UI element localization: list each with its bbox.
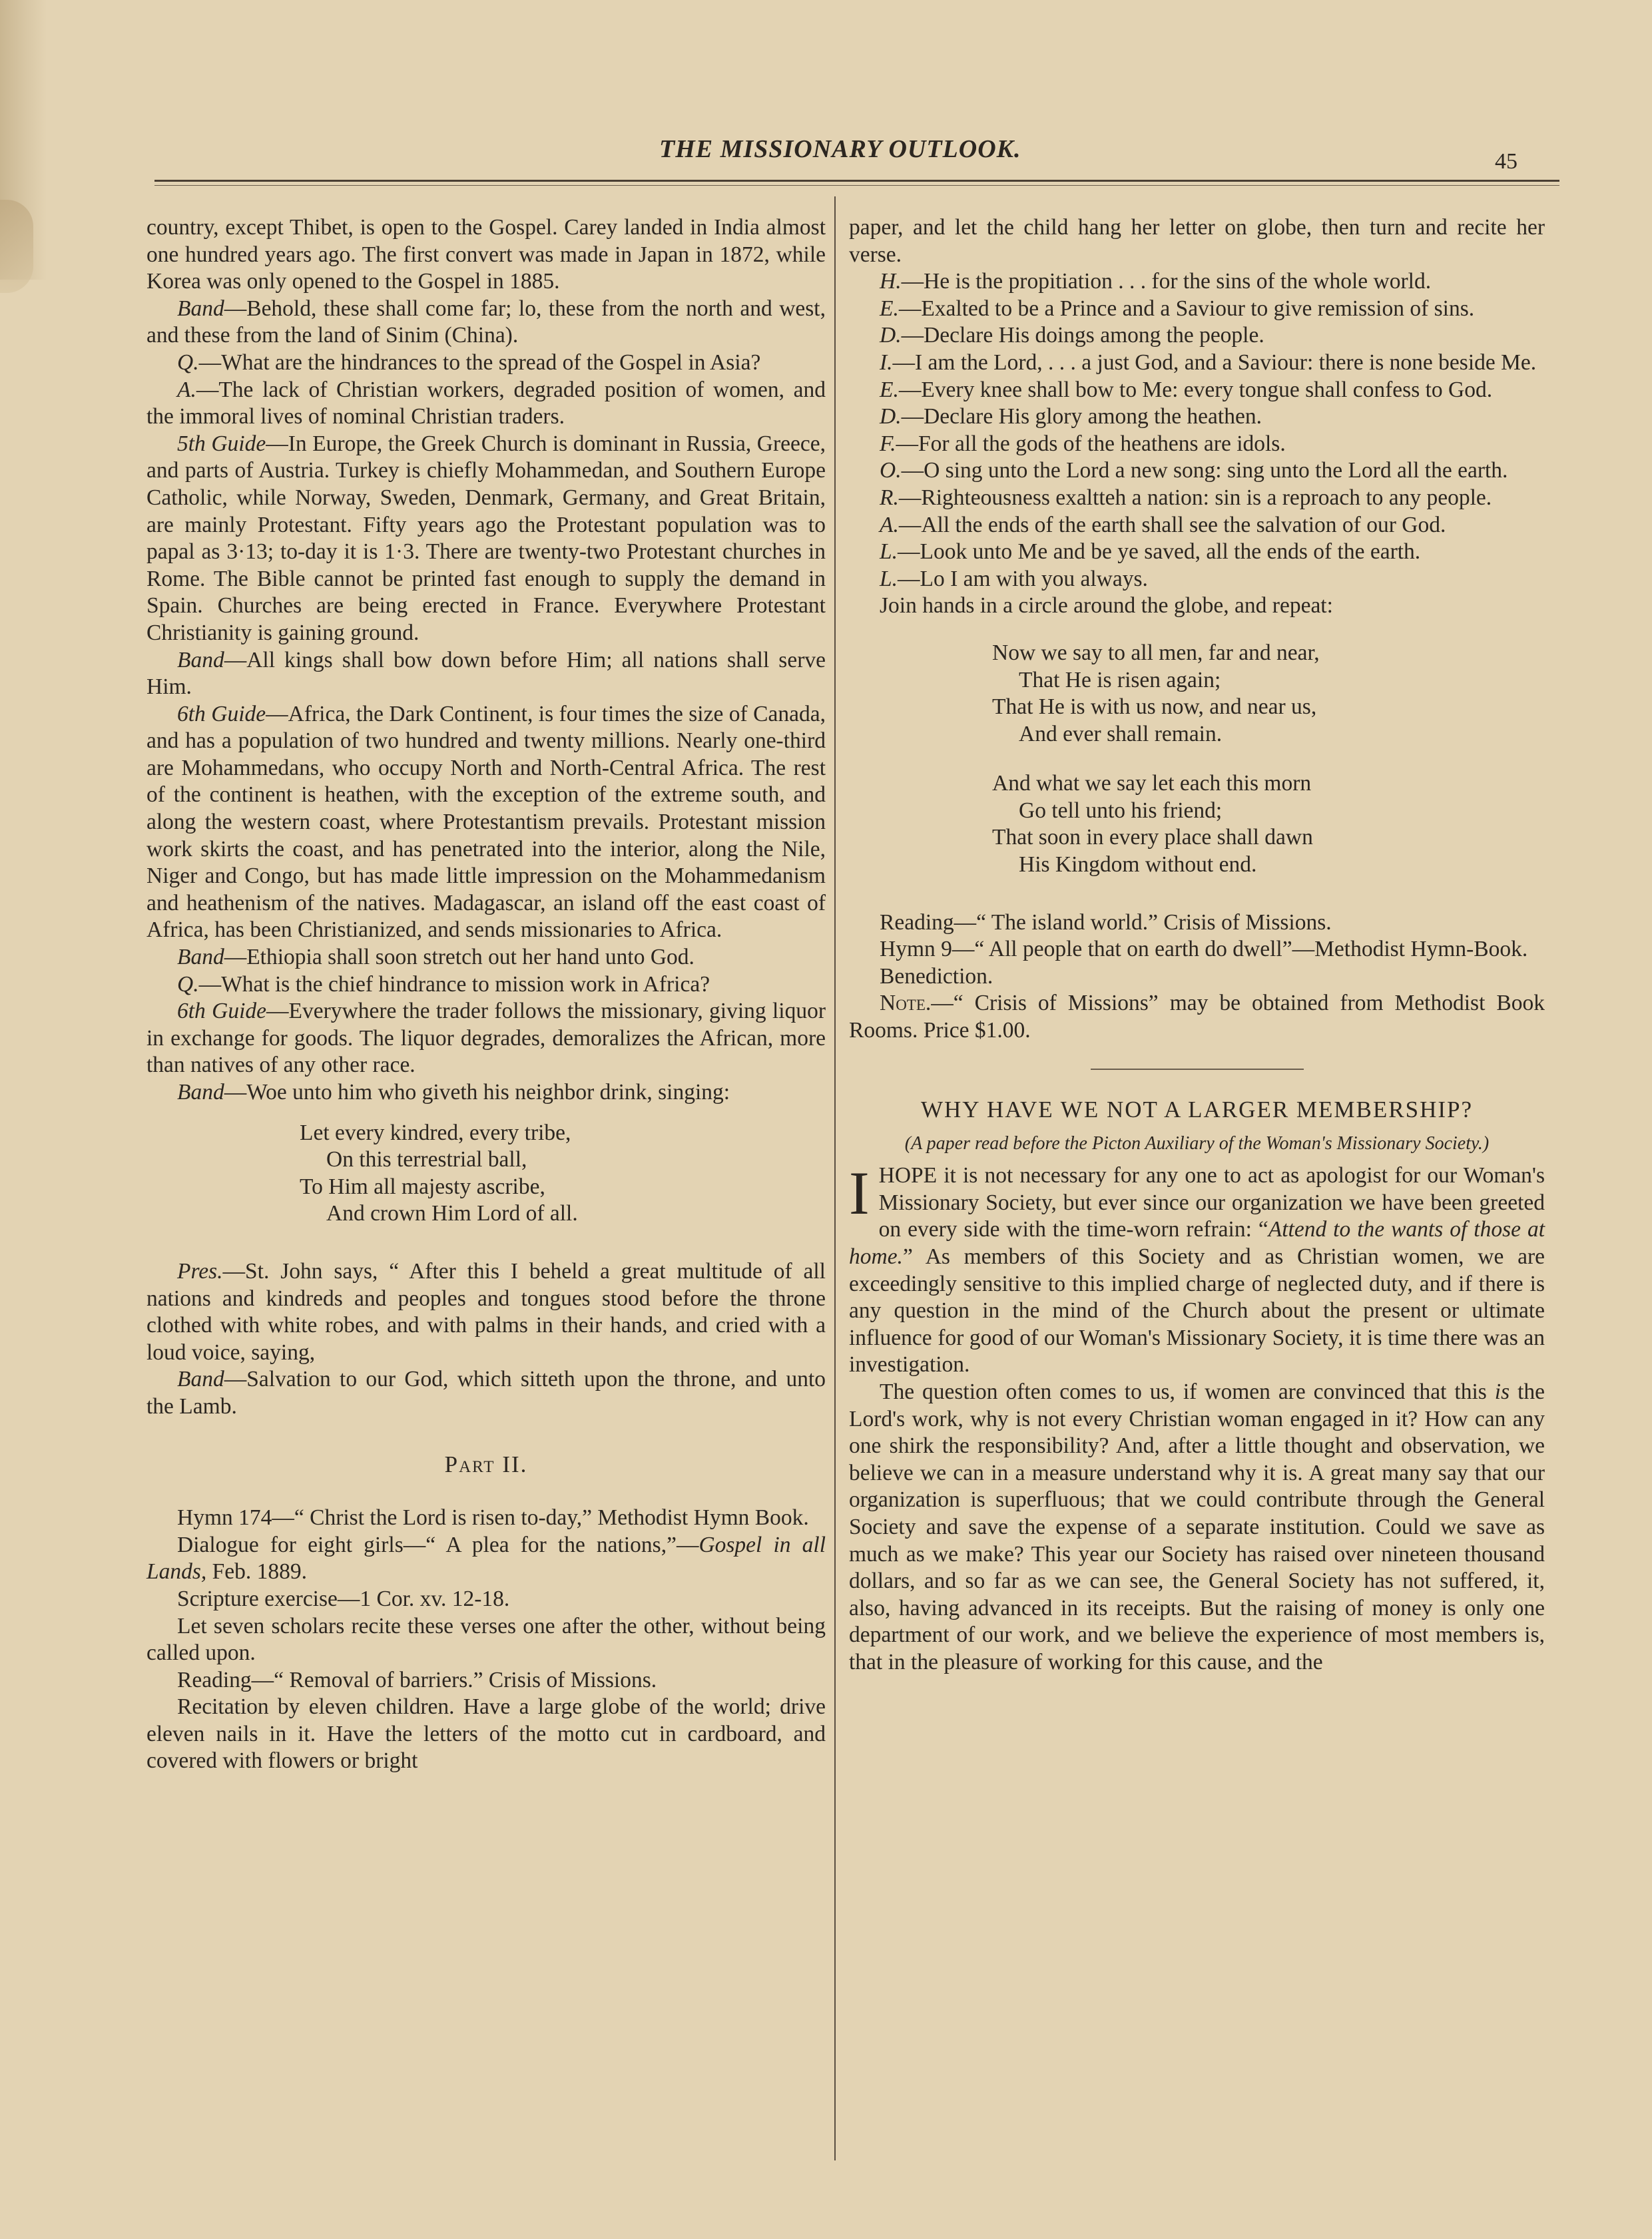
page-fold (0, 200, 33, 293)
verse-line: That soon in every place shall dawn (992, 825, 1313, 850)
paragraph: Recitation by eleven children. Have a large globe of the world; drive eleven nails in it. Have the letters of the motto cut in cardboard, and covered with flowers or bright (146, 1694, 826, 1774)
article-paragraph: The question often comes to us, if women are convinced that this is the Lord's work, why is not every Christian woman engaged in it? How can any one shirk the responsibility? And, after a little thought and observation, we believe we can in a measure understand why it is. A great many say that our organization is superfluous; that we could contribute through the General Society and save the expense of a separate institution. Could we save as much as we make? This year our Society has raised over nineteen thousand dollars, and so far as we can see, the General Society has not suffered, it, also, having advanced in its receipts. But the raising of money is only one department of our work, and we believe the experience of most members is, that in the pleasure of working for this cause, and the (849, 1379, 1545, 1674)
verse-line: That He is with us now, and near us, (992, 694, 1317, 720)
verse-line: And ever shall remain. (1019, 721, 1223, 746)
paragraph: Reading—“ Removal of barriers.” Crisis of Missions. (177, 1667, 657, 1692)
exercise-line: O.—O sing unto the Lord a new song: sing unto the Lord all the earth. (880, 458, 1508, 483)
letter-label: F. (880, 431, 896, 456)
exercise-line: R.—Righteousness exaltteh a nation: sin is a reproach to any people. (880, 485, 1492, 510)
letter-label: H. (880, 269, 902, 294)
page-number: 45 (1495, 149, 1517, 174)
paragraph: Band—Behold, these shall come far; lo, these from the north and west, and these from the land of Sinim (China). (146, 296, 826, 348)
speaker-label: Band (177, 945, 224, 970)
speaker-label: 5th Guide (177, 431, 266, 456)
verse-line: And what we say let each this morn (992, 771, 1312, 796)
verse-stanza (849, 770, 1545, 878)
letter-label: I. (880, 350, 893, 375)
running-header-title: THE MISSIONARY OUTLOOK. (659, 135, 1021, 163)
speaker-label: 6th Guide (177, 701, 266, 726)
speaker-label: Band (177, 1367, 224, 1392)
exercise-line: F.—For all the gods of the heathens are idols. (880, 431, 1286, 456)
paragraph: Band—Ethiopia shall soon stretch out her hand unto God. (177, 945, 694, 970)
exercise-line: D.—Declare His doings among the people. (880, 323, 1264, 348)
speaker-label: Pres. (177, 1258, 223, 1284)
exercise-line: A.—All the ends of the earth shall see the salvation of our God. (880, 512, 1446, 537)
speaker-label: Q. (177, 971, 199, 997)
exercise-line: I.—I am the Lord, . . . a just God, and a Saviour: there is none beside Me. (880, 350, 1537, 375)
exercise-line: L.—Lo I am with you always. (880, 566, 1148, 591)
verse-line: Go tell unto his friend; (1019, 798, 1223, 823)
paragraph: Join hands in a circle around the globe, and repeat: (880, 593, 1333, 619)
article-paragraph: IHOPE it is not necessary for any one to act as apologist for our Woman's Missionary Society, but ever since our organization we have been greeted on every side with the time-worn refrain: “Attend to the wants of those at home.” As members of this Society and as Christian women, we are exceedingly sensitive to this implied charge of neglected duty, and if there is any question in the mind of the Church about the present or ultimate influence for good of our Woman's Missionary Society, it is time there was an investigation. (849, 1159, 1545, 1377)
right-column (849, 214, 1545, 1676)
verse-line: Let every kindred, every tribe, (300, 1120, 571, 1145)
note-label: Note. (880, 991, 932, 1016)
letter-label: E. (880, 296, 899, 321)
paragraph: Band—Woe unto him who giveth his neighbor drink, singing: (177, 1080, 730, 1105)
exercise-line: E.—Every knee shall bow to Me: every tongue shall confess to God. (880, 377, 1493, 402)
verse-stanza (146, 1120, 826, 1228)
exercise-line: L.—Look unto Me and be ye saved, all the ends of the earth. (880, 539, 1421, 565)
verse-line: That He is risen again; (1019, 667, 1221, 692)
verse-line: His Kingdom without end. (1019, 852, 1257, 877)
drop-cap: I (849, 1159, 870, 1228)
header-rule (154, 180, 1559, 182)
article-subtitle: (A paper read before the Picton Auxiliary of the Woman's Missionary Society.) (904, 1133, 1490, 1154)
column-divider (834, 196, 836, 2160)
verse-line: Now we say to all men, far and near, (992, 640, 1320, 665)
paragraph: Band—All kings shall bow down before Him; all nations shall serve Him. (146, 647, 826, 700)
paragraph: Scripture exercise—1 Cor. xv. 12-18. (177, 1586, 510, 1611)
letter-label: D. (880, 323, 902, 348)
paragraph: Hymn 9—“ All people that on earth do dwell”—Methodist Hymn-Book. (880, 937, 1528, 962)
section-rule (1091, 1069, 1304, 1070)
paragraph: country, except Thibet, is open to the Gospel. Carey landed in India almost one hundred years ago. The first convert was made in Japan in 1872, while Korea was only opened to the Gospel in 1885. (146, 215, 826, 294)
speaker-label: Band (177, 647, 224, 672)
verse-line: On this terrestrial ball, (326, 1147, 527, 1172)
paragraph: Pres.—St. John says, “ After this I beheld a great multitude of all nations and kindreds and peoples and tongues stood before the throne clothed with white robes, and with palms in their hands, and cried with a loud voice, saying, (146, 1258, 826, 1365)
paragraph: Benediction. (880, 963, 993, 989)
speaker-label: Band (177, 296, 224, 321)
letter-label: L. (880, 539, 898, 565)
part-heading: Part II. (444, 1451, 528, 1477)
exercise-line: H.—He is the propitiation . . . for the sins of the whole world. (880, 269, 1432, 294)
speaker-label: A. (177, 377, 196, 402)
letter-label: A. (880, 512, 899, 537)
paragraph: Q.—What is the chief hindrance to mission work in Africa? (177, 971, 710, 997)
letter-label: E. (880, 377, 899, 402)
letter-label: L. (880, 566, 898, 591)
paragraph: Dialogue for eight girls—“ A plea for the nations,”—Gospel in all Lands, Feb. 1889. (146, 1532, 826, 1585)
paragraph: Q.—What are the hindrances to the spread of the Gospel in Asia? (177, 350, 761, 375)
header-rule-thin (154, 185, 1559, 186)
paragraph: 6th Guide—Africa, the Dark Continent, is four times the size of Canada, and has a population of two hundred and twenty millions. Nearly one-third are Mohammedans, who occupy North and North-Central Africa. The rest of the continent is heathen, with the exception of the extreme south, and along the western coast, where Protestantism prevails. Protestant mission work skirts the coast, and has penetrated into the interior, along the Nile, Niger and Congo, but has made little impression on the Mohammedanism and heathenism of the natives. Madagascar, an island off the east coast of Africa, has been Christianized, and sends missionaries to Africa. (146, 701, 826, 943)
letter-label: O. (880, 458, 902, 483)
letter-label: R. (880, 485, 899, 510)
verse-line: To Him all majesty ascribe, (300, 1174, 545, 1199)
note-paragraph: Note.—“ Crisis of Missions” may be obtained from Methodist Book Rooms. Price $1.00. (849, 991, 1545, 1043)
letter-label: D. (880, 404, 902, 429)
exercise-line: D.—Declare His glory among the heathen. (880, 404, 1262, 429)
speaker-label: Band (177, 1080, 224, 1105)
paragraph: paper, and let the child hang her letter on globe, then turn and recite her verse. (849, 215, 1545, 267)
paragraph: 5th Guide—In Europe, the Greek Church is dominant in Russia, Greece, and parts of Austria. Turkey is chiefly Mohammedan, and Southern Europe Catholic, while Norway, Sweden, Denmark, Germany, and Great Britain, are mainly Protestant. Fifty years ago the Protestant population was to papal as 3·13; to-day it is 1·3. There are twenty-two Protestant churches in Rome. The Bible cannot be printed fast enough to supply the demand in Spain. Churches are being erected in France. Everywhere Protestant Christianity is gaining ground. (146, 431, 826, 645)
paragraph: Reading—“ The island world.” Crisis of Missions. (880, 909, 1332, 935)
paragraph: Hymn 174—“ Christ the Lord is risen to-day,” Methodist Hymn Book. (177, 1505, 809, 1531)
article-title: WHY HAVE WE NOT A LARGER MEMBERSHIP? (920, 1096, 1474, 1122)
verse-stanza (849, 640, 1545, 748)
paragraph: Let seven scholars recite these verses one after the other, without being called upon. (146, 1613, 826, 1666)
speaker-label: Q. (177, 350, 199, 375)
speaker-label: 6th Guide (177, 999, 267, 1024)
verse-line: And crown Him Lord of all. (326, 1201, 578, 1226)
paragraph: Band—Salvation to our God, which sitteth upon the throne, and unto the Lamb. (146, 1367, 826, 1419)
paragraph: A.—The lack of Christian workers, degraded position of women, and the immoral lives of nominal Christian traders. (146, 377, 826, 429)
left-column (146, 214, 826, 1775)
exercise-line: E.—Exalted to be a Prince and a Saviour to give remission of sins. (880, 296, 1475, 321)
paragraph: 6th Guide—Everywhere the trader follows the missionary, giving liquor in exchange for goods. The liquor degrades, demoralizes the African, more than natives of any other race. (146, 999, 826, 1078)
